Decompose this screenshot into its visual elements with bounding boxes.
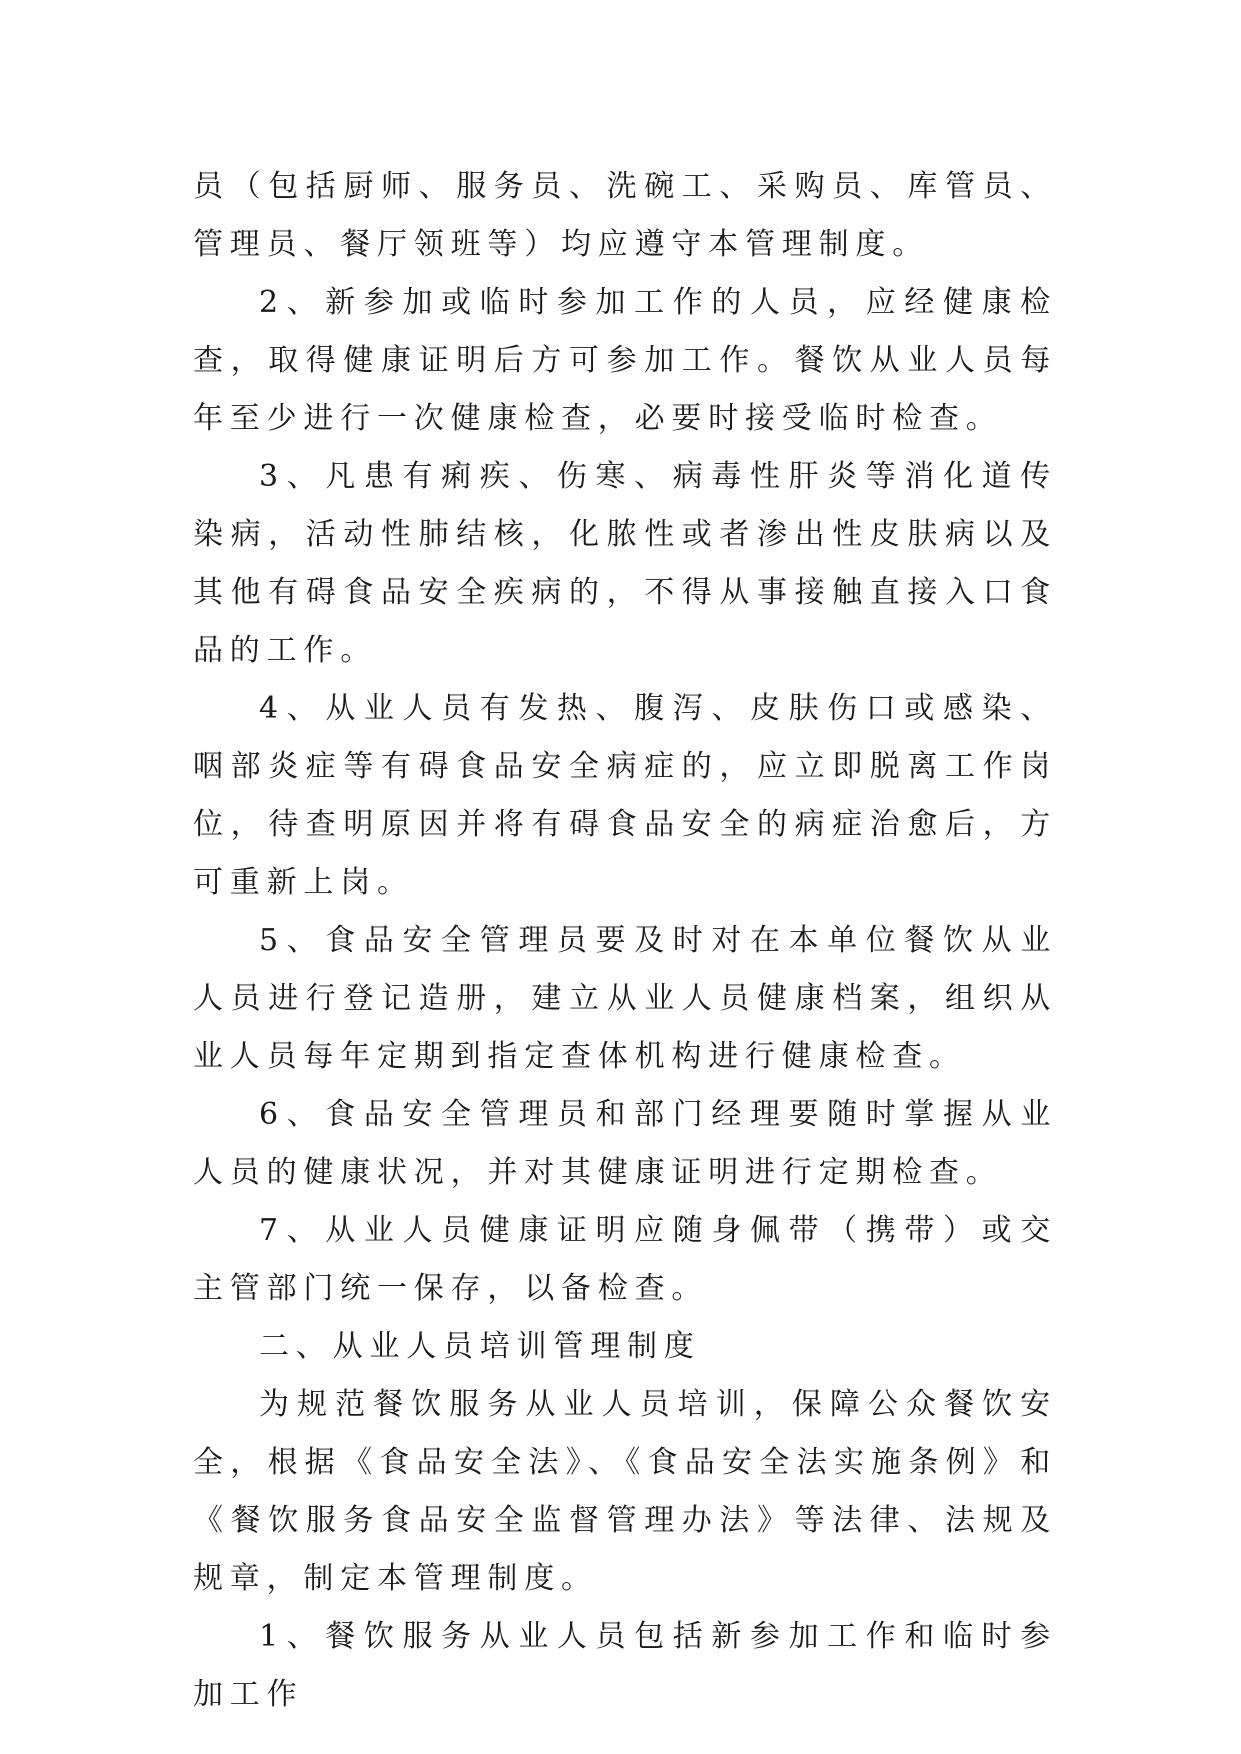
paragraph-training-intro: 为规范餐饮服务从业人员培训，保障公众餐饮安全，根据《食品安全法》、《食品安全法实施条例》和《餐饮服务食品安全监督管理办法》等法律、法规及规章，制定本管理制度。 <box>193 1387 1057 1596</box>
paragraph-training-item-1: 1、餐饮服务从业人员包括新参加工作和临时参加工作 <box>193 1619 1057 1712</box>
paragraph-item-6: 6、食品安全管理员和部门经理要随时掌握从业人员的健康状况，并对其健康证明进行定期检查。 <box>193 1097 1057 1190</box>
paragraph-item-5: 5、食品安全管理员要及时对在本单位餐饮从业人员进行登记造册，建立从业人员健康档案，组织从业人员每年定期到指定查体机构进行健康检查。 <box>193 923 1057 1074</box>
paragraph-item-2: 2、新参加或临时参加工作的人员，应经健康检查，取得健康证明后方可参加工作。餐饮从业人员每年至少进行一次健康检查，必要时接受临时检查。 <box>193 285 1057 436</box>
document-body <box>193 158 1057 1724</box>
section-heading-training: 二、从业人员培训管理制度 <box>259 1329 701 1364</box>
paragraph-item-7: 7、从业人员健康证明应随身佩带（携带）或交主管部门统一保存，以备检查。 <box>193 1213 1057 1306</box>
paragraph-staff-scope: 员（包括厨师、服务员、洗碗工、采购员、库管员、管理员、餐厅领班等）均应遵守本管理制度。 <box>193 169 1057 262</box>
paragraph-item-4: 4、从业人员有发热、腹泻、皮肤伤口或感染、咽部炎症等有碍食品安全病症的，应立即脱离工作岗位，待查明原因并将有碍食品安全的病症治愈后，方可重新上岗。 <box>193 691 1057 900</box>
paragraph-item-3: 3、凡患有痢疾、伤寒、病毒性肝炎等消化道传染病，活动性肺结核，化脓性或者渗出性皮肤病以及其他有碍食品安全疾病的，不得从事接触直接入口食品的工作。 <box>193 459 1057 668</box>
